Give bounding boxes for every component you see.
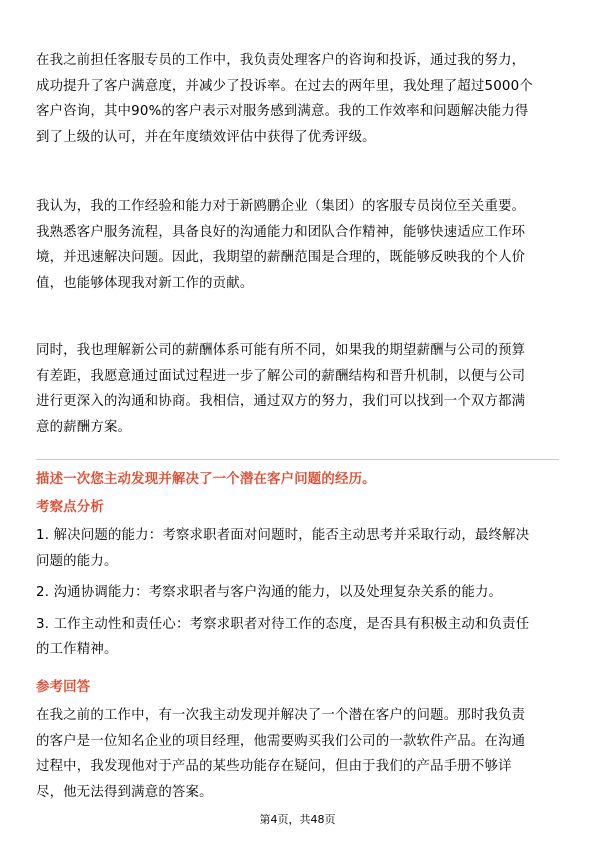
interview-question: 描述一次您主动发现并解决了一个潜在客户问题的经历。 <box>36 472 376 487</box>
paragraph-qualification <box>36 194 559 296</box>
paragraph-line: 意的薪酬方案。 <box>36 419 132 435</box>
paragraph-line: 有差距，我愿意通过面试过程进一步了解公司的薪酬结构和晋升机制，以便与公司 <box>36 368 526 384</box>
paragraph-line: 值，也能够体现我对新工作的贡献。 <box>36 275 254 291</box>
analysis-list <box>36 523 559 663</box>
reference-answer <box>36 703 559 805</box>
answer-line: 的客户是一位知名企业的项目经理，他需要购买我们公司的一款软件产品。在沟通 <box>36 733 526 749</box>
paragraph-work-experience <box>36 48 559 150</box>
paragraph-line: 在我之前担任客服专员的工作中，我负责处理客户的咨询和投诉，通过我的努力， <box>36 53 526 68</box>
paragraph-line: 客户咨询，其中90%的客户表示对服务感到满意。我的工作效率和问题解决能力得 <box>36 104 529 119</box>
paragraph-salary-negotiation <box>36 338 559 440</box>
answer-line: 尽，他无法得到满意的答案。 <box>36 784 213 800</box>
analysis-item-line: 3. 工作主动性和责任心：考察求职者对待工作的态度，是否具有积极主动和负责任 <box>36 616 530 632</box>
paragraph-line: 同时，我也理解新公司的薪酬体系可能有所不同，如果我的期望薪酬与公司的预算 <box>36 343 526 358</box>
analysis-item-line: 的工作精神。 <box>36 642 118 657</box>
section-divider <box>36 459 559 460</box>
answer-line: 在我之前的工作中，有一次我主动发现并解决了一个潜在客户的问题。那时我负责 <box>36 708 526 723</box>
paragraph-line: 境，并迅速解决问题。因此，我期望的薪酬范围是合理的，既能够反映我的个人价 <box>36 250 526 265</box>
analysis-item-line: 2. 沟通协调能力：考察求职者与客户沟通的能力，以及处理复杂关系的能力。 <box>36 585 503 600</box>
paragraph-line: 成功提升了客户满意度，并减少了投诉率。在过去的两年里，我处理了超过5000个 <box>36 78 533 94</box>
analysis-item-line: 问题的能力。 <box>36 553 118 569</box>
answer-heading: 参考回答 <box>36 680 91 695</box>
paragraph-line: 进行更深入的沟通和协商。我相信，通过双方的努力，我们可以找到一个双方都满 <box>36 394 526 409</box>
paragraph-line: 我认为，我的工作经验和能力对于新鸥鹏企业（集团）的客服专员岗位至关重要。 <box>36 199 526 214</box>
analysis-heading: 考察点分析 <box>36 500 104 515</box>
paragraph-line: 我熟悉客户服务流程，具备良好的沟通能力和团队合作精神，能够快速适应工作环 <box>36 224 526 240</box>
analysis-item-line: 1. 解决问题的能力：考察求职者面对问题时，能否主动思考并采取行动，最终解决 <box>36 528 530 543</box>
page-number: 第4页，共48页 <box>259 813 336 826</box>
paragraph-line: 到了上级的认可，并在年度绩效评估中获得了优秀评级。 <box>36 129 376 145</box>
answer-line: 过程中，我发现他对于产品的某些功能存在疑问，但由于我们的产品手册不够详 <box>36 759 512 774</box>
